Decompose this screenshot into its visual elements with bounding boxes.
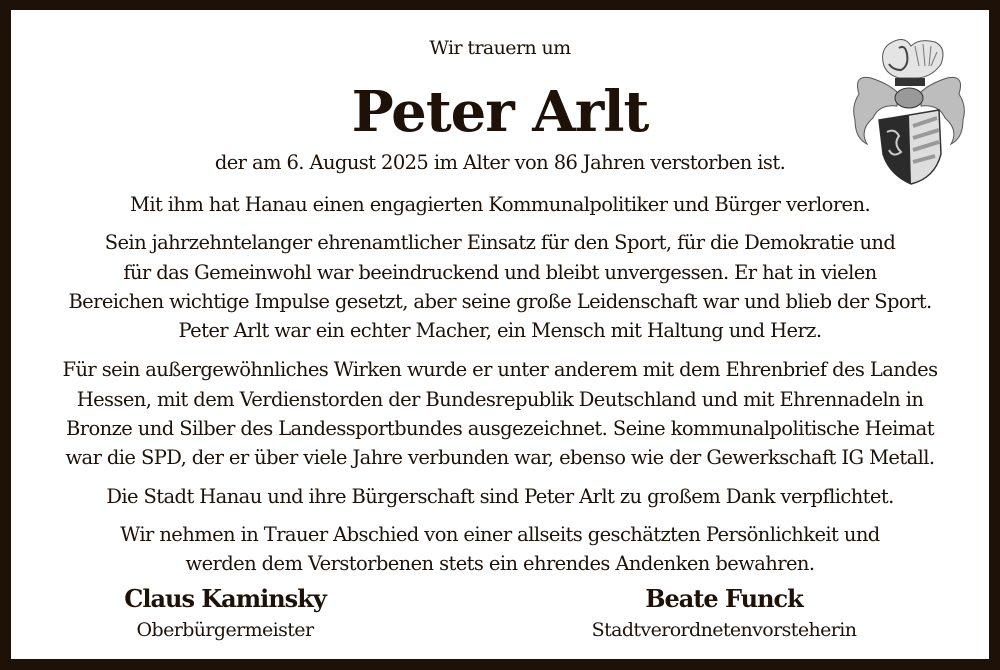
paragraph-1-line-1: Mit ihm hat Hanau einen engagierten Kommunalpolitiker und Bürger verloren. xyxy=(129,193,871,216)
signatory-title: Stadtverordnetenvorsteherin xyxy=(591,619,857,641)
paragraph-4-line-1: Die Stadt Hanau und ihre Bürgerschaft sind Peter Arlt zu großem Dank verpflichtet. xyxy=(106,485,894,508)
paragraph-2-line-2: für das Gemeinwohl war beeindruckend und bleibt unvergessen. Er hat in vielen xyxy=(123,261,877,284)
signatory-1 xyxy=(105,584,345,641)
signatory-title: Oberbürgermeister xyxy=(136,619,314,641)
paragraph-3-line-3: Bronze und Silber des Landessportbundes ausgezeichnet. Seine kommunalpolitische Heimat xyxy=(66,417,934,440)
paragraph-5-line-1: Wir nehmen in Trauer Abschied von einer allseits geschätzten Persönlichkeit und xyxy=(120,523,880,546)
paragraph-5-line-2: werden dem Verstorbenen stets ein ehrendes Andenken bewahren. xyxy=(185,552,815,575)
paragraph-3-line-1: Für sein außergewöhnliches Wirken wurde er unter anderem mit dem Ehrenbrief des Landes xyxy=(62,358,938,381)
intro-text: Wir trauern um xyxy=(429,37,571,59)
signatory-name: Beate Funck xyxy=(645,584,803,613)
death-line: der am 6. August 2025 im Alter von 86 Jahren verstorben ist. xyxy=(214,151,786,174)
signatory-name: Claus Kaminsky xyxy=(124,584,326,613)
paragraph-2-line-4: Peter Arlt war ein echter Macher, ein Mensch mit Haltung und Herz. xyxy=(178,319,822,342)
obituary-notice xyxy=(11,10,989,659)
paragraph-3-line-4: war die SPD, der er über viele Jahre verbunden war, ebenso wie der Gewerkschaft IG Metall. xyxy=(65,446,935,469)
paragraph-3-line-2: Hessen, mit dem Verdienstorden der Bundesrepublik Deutschland und mit Ehrennadeln in xyxy=(76,388,924,411)
signatory-2 xyxy=(559,584,889,641)
hanau-coat-of-arms-icon xyxy=(849,34,969,186)
paragraph-2-line-1: Sein jahrzehntelanger ehrenamtlicher Einsatz für den Sport, für die Demokratie und xyxy=(104,231,896,254)
paragraph-2-line-3: Bereichen wichtige Impulse gesetzt, aber seine große Leidenschaft war und blieb der Sport. xyxy=(68,290,932,313)
deceased-name: Peter Arlt xyxy=(351,79,649,145)
